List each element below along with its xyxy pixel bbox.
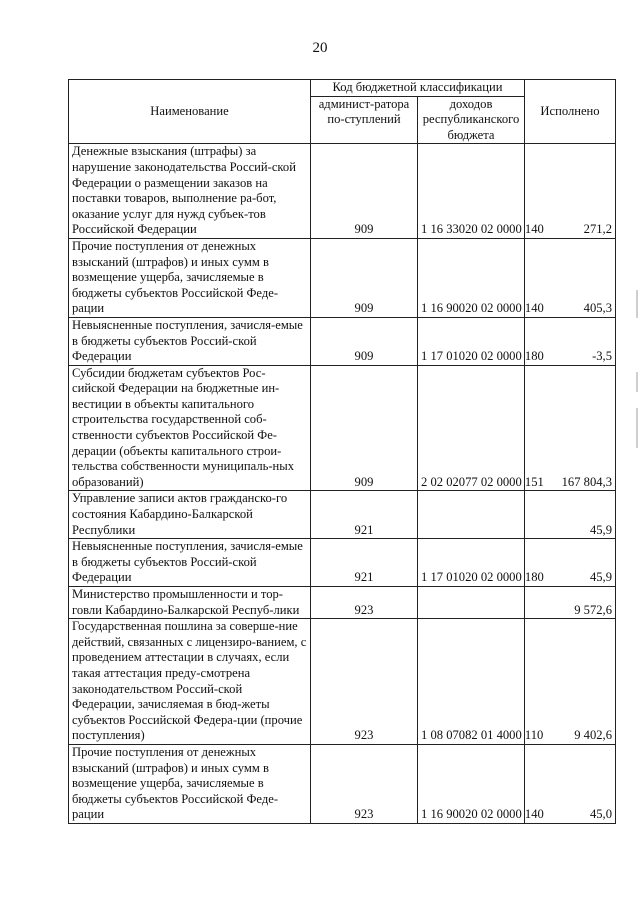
- row-income-code: [418, 491, 525, 539]
- row-amount: 9 572,6: [525, 587, 616, 619]
- table-row: [69, 539, 616, 587]
- row-name: Министерство промышленности и тор-говли Кабардино-Балкарской Респуб-лики: [69, 587, 311, 619]
- row-income-code: 1 08 07082 01 4000 110: [418, 619, 525, 745]
- scan-margin-mark: [636, 408, 638, 448]
- header-row-top: [69, 80, 616, 97]
- budget-table: [68, 79, 616, 824]
- table-row: [69, 587, 616, 619]
- row-admin-code: 921: [311, 539, 418, 587]
- header-executed: Исполнено: [525, 80, 616, 144]
- row-income-code: 2 02 02077 02 0000 151: [418, 365, 525, 491]
- row-amount: 45,9: [525, 539, 616, 587]
- row-income-code: 1 16 90020 02 0000 140: [418, 238, 525, 317]
- row-admin-code: 909: [311, 365, 418, 491]
- row-admin-code: 909: [311, 144, 418, 239]
- header-admin: админист-ратора по-ступлений: [311, 96, 418, 144]
- row-amount: 405,3: [525, 238, 616, 317]
- row-name: Государственная пошлина за соверше-ние действий, связанных с лицензиро-ванием, с проведением аттестации в случаях, если такая аттестация преду-смотрена законодательством Россий-ской Федерации, зачисляемая в бюд-жеты субъектов Российской Федера-ции (прочие поступления): [69, 619, 311, 745]
- scan-margin-mark: [636, 290, 638, 318]
- row-name: Управление записи актов гражданско-го состояния Кабардино-Балкарской Республики: [69, 491, 311, 539]
- header-code-group: Код бюджетной классификации: [311, 80, 525, 97]
- table-row: [69, 491, 616, 539]
- row-amount: 167 804,3: [525, 365, 616, 491]
- row-name: Прочие поступления от денежных взысканий (штрафов) и иных сумм в возмещение ущерба, зачисляемые в бюджеты субъектов Российской Феде-рации: [69, 744, 311, 823]
- row-amount: 9 402,6: [525, 619, 616, 745]
- table-row: [69, 144, 616, 239]
- row-income-code: 1 17 01020 02 0000 180: [418, 539, 525, 587]
- row-income-code: [418, 587, 525, 619]
- table-row: [69, 744, 616, 823]
- row-income-code: 1 16 90020 02 0000 140: [418, 744, 525, 823]
- header-income: доходов республиканского бюджета: [418, 96, 525, 144]
- row-name: Прочие поступления от денежных взысканий (штрафов) и иных сумм в возмещение ущерба, зачисляемые в бюджеты субъектов Российской Феде-рации: [69, 238, 311, 317]
- row-income-code: 1 17 01020 02 0000 180: [418, 317, 525, 365]
- row-amount: -3,5: [525, 317, 616, 365]
- table-row: [69, 238, 616, 317]
- row-admin-code: 923: [311, 744, 418, 823]
- row-admin-code: 923: [311, 587, 418, 619]
- scan-margin-mark: [636, 372, 638, 392]
- table-row: [69, 317, 616, 365]
- header-name: Наименование: [69, 80, 311, 144]
- row-amount: 271,2: [525, 144, 616, 239]
- table-row: [69, 619, 616, 745]
- row-amount: 45,0: [525, 744, 616, 823]
- row-admin-code: 923: [311, 619, 418, 745]
- row-income-code: 1 16 33020 02 0000 140: [418, 144, 525, 239]
- row-admin-code: 909: [311, 317, 418, 365]
- row-amount: 45,9: [525, 491, 616, 539]
- row-name: Субсидии бюджетам субъектов Рос-сийской Федерации на бюджетные ин-вестиции в объекты капитального строительства государственной соб-ственности субъектов Российской Фе-дерации (объекты капитального строи-тельства собственности муниципаль-ных образований): [69, 365, 311, 491]
- row-admin-code: 921: [311, 491, 418, 539]
- row-name: Невыясненные поступления, зачисля-емые в бюджеты субъектов Россий-ской Федерации: [69, 539, 311, 587]
- row-name: Денежные взыскания (штрафы) за нарушение законодательства Россий-ской Федерации о размещении заказов на поставки товаров, выполнение ра-бот, оказание услуг для нужд субъек-тов Российской Федерации: [69, 144, 311, 239]
- page-number: 20: [312, 40, 328, 56]
- table-row: [69, 365, 616, 491]
- row-admin-code: 909: [311, 238, 418, 317]
- row-name: Невыясненные поступления, зачисля-емые в бюджеты субъектов Россий-ской Федерации: [69, 317, 311, 365]
